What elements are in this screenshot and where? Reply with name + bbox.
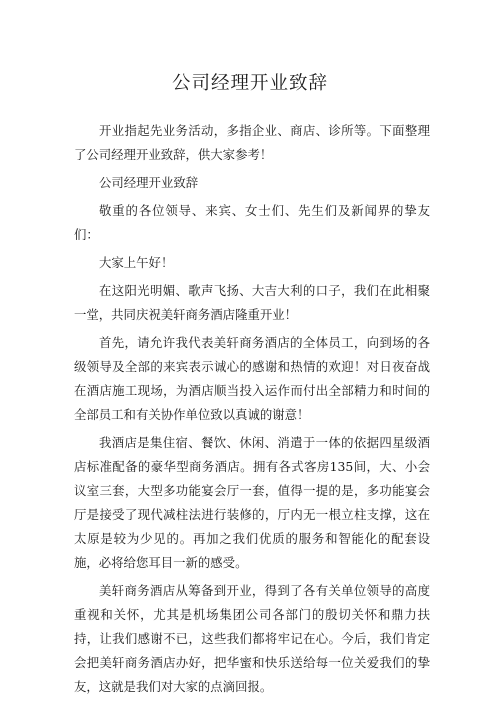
paragraph-heading: 公司经理开业致辞 (99, 175, 199, 190)
document-title: 公司经理开业致辞 (171, 73, 328, 94)
paragraph-greeting: 大家上午好！ (99, 255, 174, 270)
paragraph-hotel-intro: 我酒店是集住宿、餐饮、休闲、消遣于一体的依据四星级酒店标准配备的豪华型商务酒店。拥有各式客房135间，大、小会议室三套，大型多功能宴会厅一套，值得一提的是，多功能宴会厅是接受了现代减柱法进行装修的，厅内无一根立柱支撑，这在太原是较为少见的。再加之我们优质的服务和智能化的配套设施，必将给您耳目一新的感受。 (74, 435, 430, 570)
paragraph-closing: 美轩商务酒店从筹备到开业，得到了各有关单位领导的高度重视和关怀，尤其是机场集团公司各部门的殷切关怀和鼎力扶持，让我们感谢不已，这些我们都将牢记在心。今后，我们肯定会把美轩商务酒店办好，把华蜜和快乐送给每一位关爱我们的挚友，这就是我们对大家的点滴回报。 (74, 583, 430, 694)
paragraph-salutation: 敬重的各位领导、来宾、女士们、先生们及新闻界的挚友们： (74, 203, 430, 242)
paragraph-celebration: 在这阳光明媚、歌声飞扬、大吉大利的口子，我们在此相聚一堂，共同庆祝美轩商务酒店隆重开业！ (74, 283, 430, 322)
paragraph-intro: 开业指起先业务活动，多指企业、商店、诊所等。下面整理了公司经理开业致辞，供大家参考！ (74, 123, 430, 162)
paragraph-thanks: 首先，请允许我代表美轩商务酒店的全体员工，向到场的各级领导及全部的来宾表示诚心的感谢和热情的欢迎！对日夜奋战在酒店施工现场，为酒店顺当投入运作而付出全部精力和时间的全部员工和有关协作单位致以真诚的谢意！ (74, 335, 430, 422)
document-body (74, 119, 430, 703)
